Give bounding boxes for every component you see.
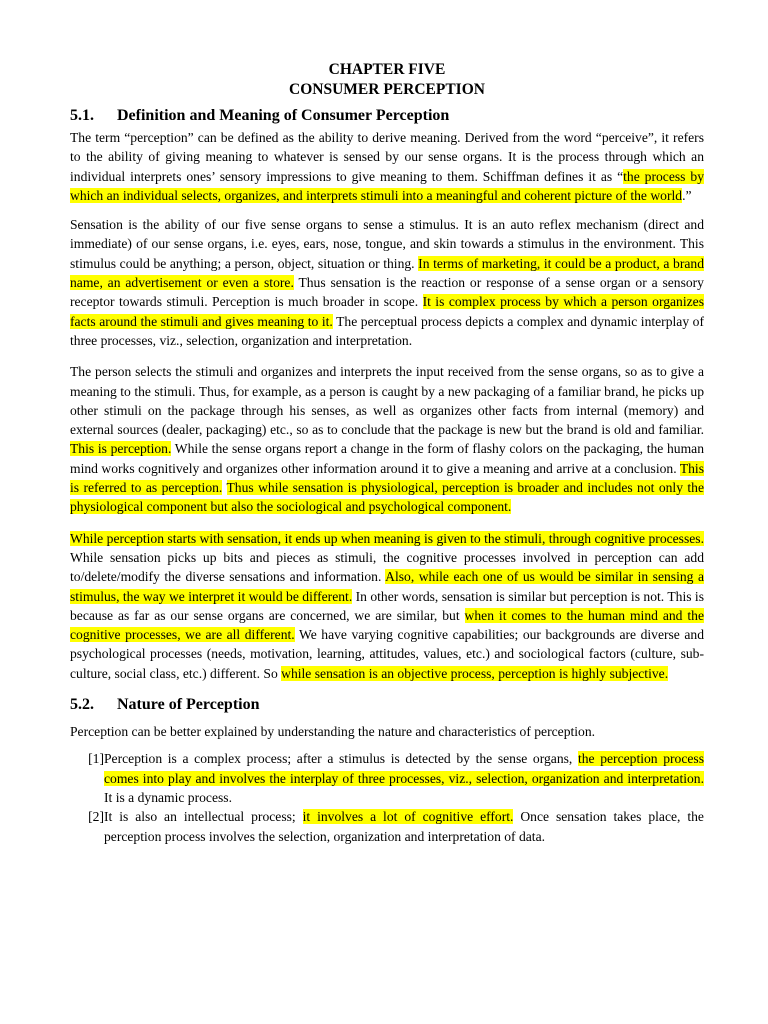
paragraph-text: We have varying cognitive capabilities; our backgrounds are diverse and psychological processes (needs, motivation, learning, attitudes, values, etc.) and sociological factors (culture, sub-culture, social class, etc.) different. So bbox=[70, 627, 704, 681]
list-item-body bbox=[104, 807, 704, 846]
chapter-number: CHAPTER FIVE bbox=[328, 61, 446, 78]
list-marker: [1] bbox=[88, 751, 104, 767]
paragraph-text: Thus sensation is the reaction or response of a sense organ or a sensory receptor towards stimuli. Perception is much broader in scope. bbox=[70, 275, 704, 310]
list-item bbox=[70, 749, 704, 807]
highlighted-text: when it comes to the human mind and the cognitive processes, we are all different. bbox=[70, 607, 704, 643]
section-title: Nature of Perception bbox=[117, 696, 260, 714]
paragraph-definition bbox=[70, 128, 704, 205]
paragraph-text: .” bbox=[682, 187, 692, 203]
paragraph-sensation bbox=[70, 215, 704, 350]
section-number: 5.1. bbox=[70, 107, 94, 124]
paragraph-text: It is a dynamic process. bbox=[104, 789, 232, 805]
paragraph-nature-intro: Perception can be better explained by understanding the nature and characteristics of perception. bbox=[70, 724, 596, 740]
highlighted-text: While perception starts with sensation, it ends up when meaning is given to the stimuli, through cognitive processes. bbox=[70, 530, 704, 546]
paragraph-text: While the sense organs report a change in the form of flashy colors on the packaging, the human mind works cognitively and organizes other information around it to give a meaning and arrive at a conclusion. bbox=[70, 441, 704, 476]
paragraph-text: The person selects the stimuli and organizes and interprets the input received from the sense organs, so as to give a meaning to the stimuli. Thus, for example, as a person is caught by a new packaging of a familiar brand, he picks up other stimuli on the package through his senses, as well as organizes other facts from internal (memory) and external sources (dealer, packaging) etc., so as to conclude that the package is new but the brand is old and familiar. bbox=[70, 364, 704, 438]
paragraph-text bbox=[222, 480, 226, 495]
nature-list bbox=[70, 749, 704, 845]
highlighted-text: It is complex process by which a person organizes facts around the stimuli and gives meaning to it. bbox=[70, 294, 704, 329]
highlighted-text: while sensation is an objective process, perception is highly subjective. bbox=[281, 665, 669, 681]
highlighted-text: Thus while sensation is physiological, perception is broader and includes not only the physiological component but also the sociological and psychological component. bbox=[70, 480, 704, 515]
list-marker: [2] bbox=[88, 809, 104, 825]
paragraph-text: Perception is a complex process; after a stimulus is detected by the sense organs, bbox=[104, 751, 578, 767]
section-title: Definition and Meaning of Consumer Perception bbox=[117, 107, 450, 124]
list-item-body bbox=[104, 749, 704, 807]
paragraph-text: It is also an intellectual process; bbox=[104, 809, 303, 825]
chapter-title: CONSUMER PERCEPTION bbox=[289, 81, 485, 98]
highlighted-text: This is referred to as perception. bbox=[70, 460, 704, 496]
highlighted-text: the perception process comes into play and involves the interplay of three processes, viz., selection, organization and interpretation. bbox=[104, 751, 704, 786]
paragraph-text: The perceptual process depicts a complex and dynamic interplay of three processes, viz., selection, organization and interpretation. bbox=[70, 313, 704, 348]
paragraph-text: While sensation picks up bits and pieces as stimuli, the cognitive processes involved in perception can add to/delete/modify the diverse sensations and information. bbox=[70, 549, 704, 585]
paragraph-selection bbox=[70, 362, 704, 516]
list-item bbox=[70, 807, 704, 846]
paragraph-text: Once sensation takes place, the perception process involves the selection, organization and interpretation of data. bbox=[104, 809, 704, 844]
paragraph-text: In other words, sensation is similar but perception is not. This is because as far as our sense organs are concerned, we are similar, but bbox=[70, 588, 704, 623]
paragraph-text: The term “perception” can be defined as the ability to derive meaning. Derived from the word “perceive”, it refers to the ability of giving meaning to whatever is sensed by our sense organs. It is the process through which an individual interprets ones’ sensory impressions to give meaning to them. Schiffman defines it as “ bbox=[70, 130, 704, 184]
section-number: 5.2. bbox=[70, 696, 94, 714]
section-heading-5-1 bbox=[70, 106, 704, 125]
highlighted-text: Also, while each one of us would be similar in sensing a stimulus, the way we interpret it would be different. bbox=[70, 569, 704, 604]
highlighted-text: the process by which an individual selects, organizes, and interprets stimuli into a meaningful and coherent picture of the world bbox=[70, 168, 704, 203]
highlighted-text: In terms of marketing, it could be a product, a brand name, an advertisement or even a store. bbox=[70, 255, 704, 291]
section-heading-5-2 bbox=[70, 695, 704, 714]
chapter-heading bbox=[70, 60, 704, 100]
highlighted-text: This is perception. bbox=[70, 441, 172, 457]
paragraph-text: Sensation is the ability of our five sense organs to sense a stimulus. It is an auto reflex mechanism (direct and immediate) of our sense organs, i.e. eyes, ears, nose, tongue, and skin towards a stimulus in the environment. This stimulus could be anything; a person, object, situation or thing. bbox=[70, 217, 704, 271]
highlighted-text: it involves a lot of cognitive effort. bbox=[302, 809, 514, 825]
paragraph-cognitive bbox=[70, 529, 704, 683]
